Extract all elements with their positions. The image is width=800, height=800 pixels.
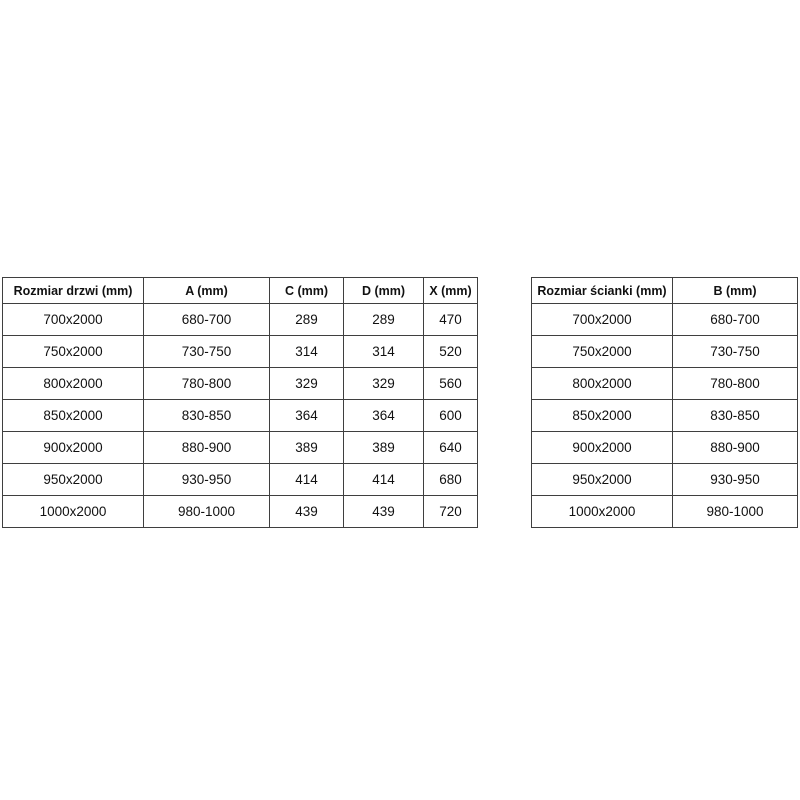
header-cell-c: C (mm) [270,278,344,304]
table-cell: 880-900 [673,432,798,464]
table-cell: 800x2000 [3,368,144,400]
header-cell-b: B (mm) [673,278,798,304]
table-cell: 439 [344,496,424,528]
table-cell: 850x2000 [3,400,144,432]
table-cell: 364 [344,400,424,432]
table-row [532,464,798,496]
table-cell: 1000x2000 [532,496,673,528]
table-cell: 780-800 [673,368,798,400]
table-cell: 900x2000 [3,432,144,464]
table-cell: 930-950 [673,464,798,496]
table-cell: 750x2000 [3,336,144,368]
table-row [3,304,478,336]
header-cell-x: X (mm) [424,278,478,304]
table-row [3,368,478,400]
door-dimensions-table [2,277,478,528]
wall-dimensions-table [531,277,798,528]
table-cell: 950x2000 [3,464,144,496]
table-cell: 800x2000 [532,368,673,400]
header-cell-door-size: Rozmiar drzwi (mm) [3,278,144,304]
table-cell: 520 [424,336,478,368]
table-cell: 930-950 [144,464,270,496]
table-cell: 730-750 [144,336,270,368]
table-cell: 289 [270,304,344,336]
table-row [532,368,798,400]
table-cell: 470 [424,304,478,336]
table-row [3,400,478,432]
table-cell: 850x2000 [532,400,673,432]
table-cell: 289 [344,304,424,336]
table-cell: 414 [270,464,344,496]
table-row [3,464,478,496]
table-cell: 980-1000 [144,496,270,528]
table-cell: 364 [270,400,344,432]
table-cell: 439 [270,496,344,528]
table-cell: 700x2000 [532,304,673,336]
table-cell: 329 [344,368,424,400]
table-row [3,432,478,464]
table-cell: 830-850 [673,400,798,432]
table-cell: 880-900 [144,432,270,464]
table-cell: 389 [344,432,424,464]
table-cell: 780-800 [144,368,270,400]
table-cell: 314 [270,336,344,368]
table-cell: 680 [424,464,478,496]
table-cell: 329 [270,368,344,400]
table-cell: 1000x2000 [3,496,144,528]
table-cell: 680-700 [144,304,270,336]
table-cell: 414 [344,464,424,496]
table-cell: 314 [344,336,424,368]
table-cell: 830-850 [144,400,270,432]
table-cell: 730-750 [673,336,798,368]
table-cell: 700x2000 [3,304,144,336]
header-cell-d: D (mm) [344,278,424,304]
header-row [532,278,798,304]
table-cell: 600 [424,400,478,432]
table-cell: 389 [270,432,344,464]
table-row [532,496,798,528]
header-row [3,278,478,304]
table-row [532,304,798,336]
table-cell: 720 [424,496,478,528]
header-cell-wall-size: Rozmiar ścianki (mm) [532,278,673,304]
table-cell: 560 [424,368,478,400]
table-cell: 640 [424,432,478,464]
table-cell: 980-1000 [673,496,798,528]
table-row [3,336,478,368]
table-row [3,496,478,528]
table-row [532,400,798,432]
table-cell: 950x2000 [532,464,673,496]
table-row [532,336,798,368]
table-row [532,432,798,464]
table-cell: 900x2000 [532,432,673,464]
table-cell: 680-700 [673,304,798,336]
header-cell-a: A (mm) [144,278,270,304]
table-cell: 750x2000 [532,336,673,368]
